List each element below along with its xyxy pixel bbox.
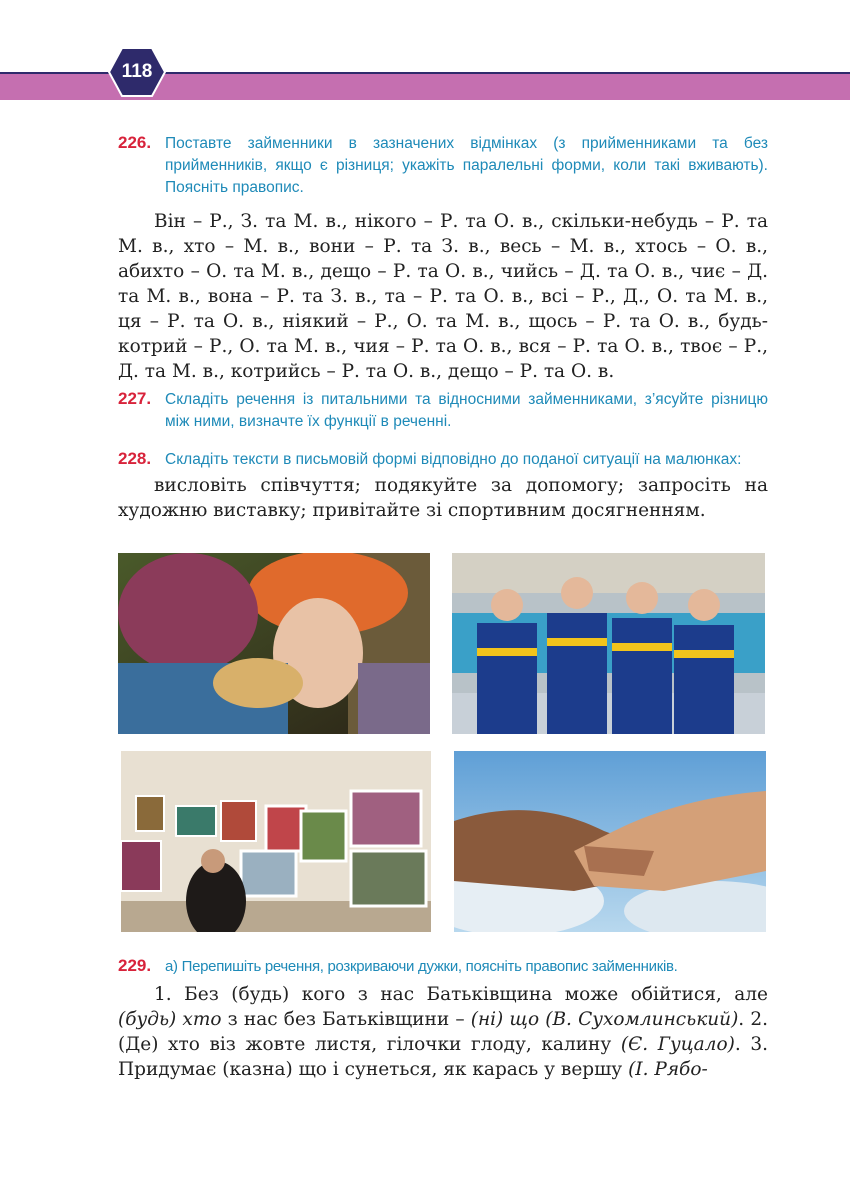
sentence-end: . <box>738 1009 745 1030</box>
task-number: 228. <box>118 449 152 468</box>
task-instruction: Поставте займенники в зазначених відмінках (з прийменниками та без прийменників, якщо є різниця; укажіть паралельні форми, коли такі вживають). Поясніть правопис. <box>165 135 768 196</box>
handshake-photo-icon <box>454 751 766 932</box>
sentence-text: 1. Без (будь) кого з нас Батьківщина може обійтися, але <box>154 984 768 1005</box>
swimmers-medals-photo-icon <box>452 553 765 734</box>
sentence-italic: (Є. Гуцало) <box>620 1034 735 1055</box>
task-body: висловіть співчуття; подякуйте за допомогу; запросіть на художню виставку; привітайте зі спортивним досягненням. <box>118 475 768 521</box>
task-instruction: Складіть тексти в письмовій формі відповідно до поданої ситуації на малюнках: <box>165 451 742 468</box>
art-exhibition-photo-icon <box>121 751 431 932</box>
task-229 <box>118 956 768 1082</box>
task-226 <box>118 133 768 384</box>
sentence-italic: (ні) що (В. Сухомлинський) <box>470 1009 739 1030</box>
sentence-end: . <box>734 1034 741 1055</box>
task-instruction: Складіть речення із питальними та відносними займенниками, з’ясуйте різницю між ними, визначте їх функції в реченні. <box>165 391 768 430</box>
task-227 <box>118 389 768 433</box>
task-number: 226. <box>118 133 152 152</box>
task-body <box>118 982 768 1082</box>
sentence-italic: (будь) хто <box>118 1009 222 1030</box>
task-228 <box>118 449 768 523</box>
page-number: 118 <box>121 61 153 82</box>
sentence-italic: (І. Рябо- <box>628 1059 708 1080</box>
hug-photo-icon <box>118 553 430 734</box>
sentence-text: 2. (Де) хто віз жовте листя, гілочки глоду, калину <box>118 1009 769 1055</box>
task-number: 227. <box>118 389 152 408</box>
task-body: Він – Р., З. та М. в., нікого – Р. та О. в., скільки-небудь – Р. та М. в., хто – М. в., вони – Р. та З. в., весь – М. в., хтось – О. в., абихто – О. та М. в., дещо – Р. та О. в., чийсь – Д. та О. в., чиє – Д. та М. в., вона – Р. та З. в., та – Р. та О. в., всі – Р., Д., О. та М. в., ця – Р. та О. в., ніякий – Р., О. та М. в., щось – Р. та О. в., будь-котрий – Р., О. та М. в., чия – Р. та О. в., вся – Р. та О. в., твоє – Р., Д. та М. в., котрийсь – Р. та О. в., дещо – Р. та О. в. <box>118 211 768 382</box>
task-number: 229. <box>118 956 152 975</box>
task-instruction: а) Перепишіть речення, розкриваючи дужки, поясніть правопис займенників. <box>165 958 678 975</box>
sentence-text: з нас без Батьківщини – <box>221 1009 471 1030</box>
sentence-text: 3. Придумає (казна) що і сунеться, як карась у вершу <box>118 1034 768 1080</box>
page-number-badge <box>108 47 166 97</box>
